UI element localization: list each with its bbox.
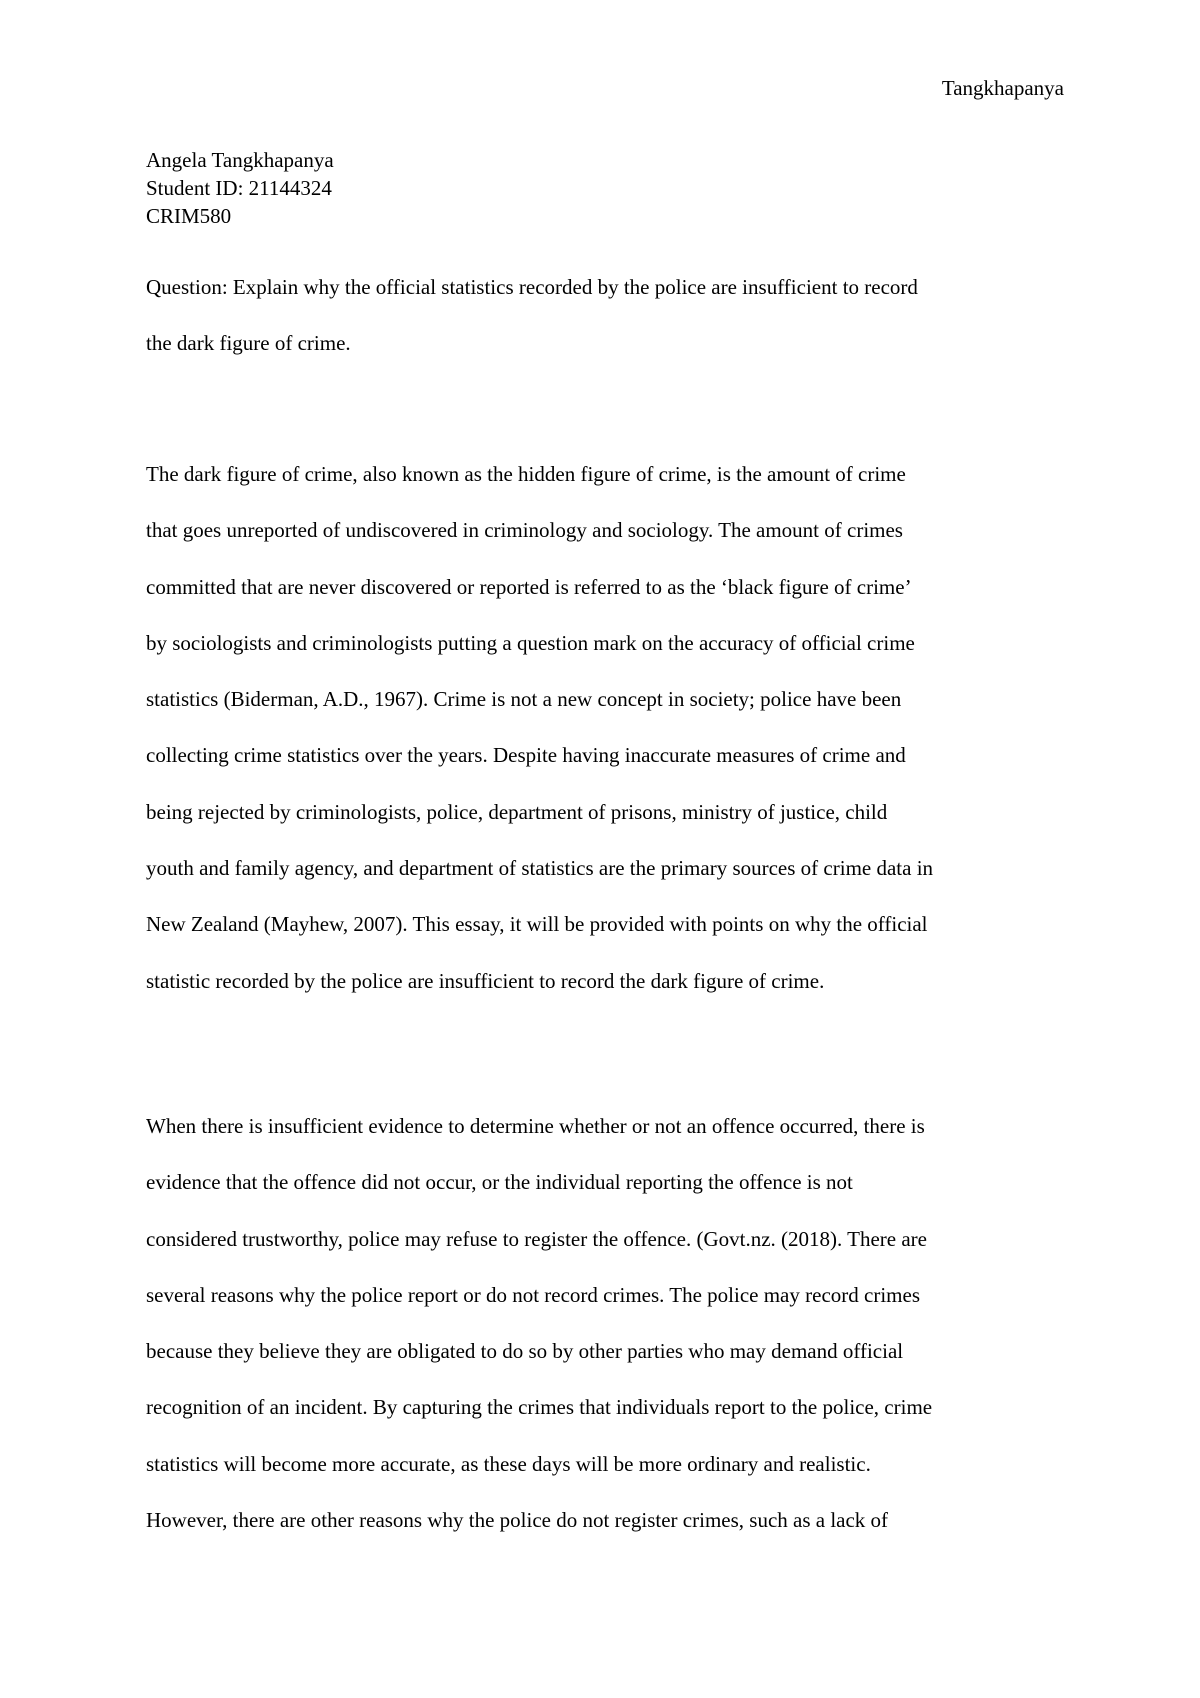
paragraph-line: considered trustworthy, police may refuse to register the offence. (Govt.nz. (2018). There are: [146, 1226, 927, 1251]
paragraph-line: New Zealand (Mayhew, 2007). This essay, it will be provided with points on why the official: [146, 912, 928, 937]
paragraph-line: evidence that the offence did not occur, or the individual reporting the offence is not: [146, 1170, 853, 1195]
student-header: [146, 146, 1066, 230]
paragraph-line: statistic recorded by the police are insufficient to record the dark figure of crime.: [146, 968, 825, 993]
paragraph-line: The dark figure of crime, also known as the hidden figure of crime, is the amount of crime: [146, 462, 906, 486]
question-line: the dark figure of crime.: [146, 331, 351, 356]
student-name: Angela Tangkhapanya: [146, 148, 334, 172]
paragraph-line: several reasons why the police report or do not record crimes. The police may record crimes: [146, 1282, 920, 1307]
paragraph-line: However, there are other reasons why the police do not register crimes, such as a lack of: [146, 1508, 889, 1533]
running-head: Tangkhapanya: [941, 76, 1064, 100]
essay-question: [146, 273, 1066, 386]
paragraph-line: statistics (Biderman, A.D., 1967). Crime is not a new concept in society; police have been: [146, 687, 902, 712]
paragraph-line: being rejected by criminologists, police, department of prisons, ministry of justice, child: [146, 799, 888, 824]
paragraph-line: that goes unreported of undiscovered in criminology and sociology. The amount of crimes: [146, 518, 903, 543]
question-line: Question: Explain why the official statistics recorded by the police are insufficient to record: [146, 275, 918, 299]
paragraph-line: When there is insufficient evidence to determine whether or not an offence occurred, there is: [146, 1114, 925, 1138]
paragraph-line: committed that are never discovered or reported is referred to as the ‘black figure of crime’: [146, 574, 912, 599]
paragraph-line: because they believe they are obligated to do so by other parties who may demand official: [146, 1339, 904, 1364]
paragraph-line: by sociologists and criminologists putting a question mark on the accuracy of official crime: [146, 630, 915, 655]
paragraph-body: [146, 1112, 1066, 1562]
paragraph-line: collecting crime statistics over the years. Despite having inaccurate measures of crime and: [146, 743, 906, 768]
student-id: Student ID: 21144324: [146, 176, 332, 200]
paragraph-introduction: [146, 460, 1066, 1023]
course-code: CRIM580: [146, 204, 232, 228]
paragraph-line: statistics will become more accurate, as these days will be more ordinary and realistic.: [146, 1451, 871, 1476]
paragraph-line: recognition of an incident. By capturing the crimes that individuals report to the police, crime: [146, 1395, 933, 1420]
paragraph-line: youth and family agency, and department of statistics are the primary sources of crime data in: [146, 856, 934, 881]
